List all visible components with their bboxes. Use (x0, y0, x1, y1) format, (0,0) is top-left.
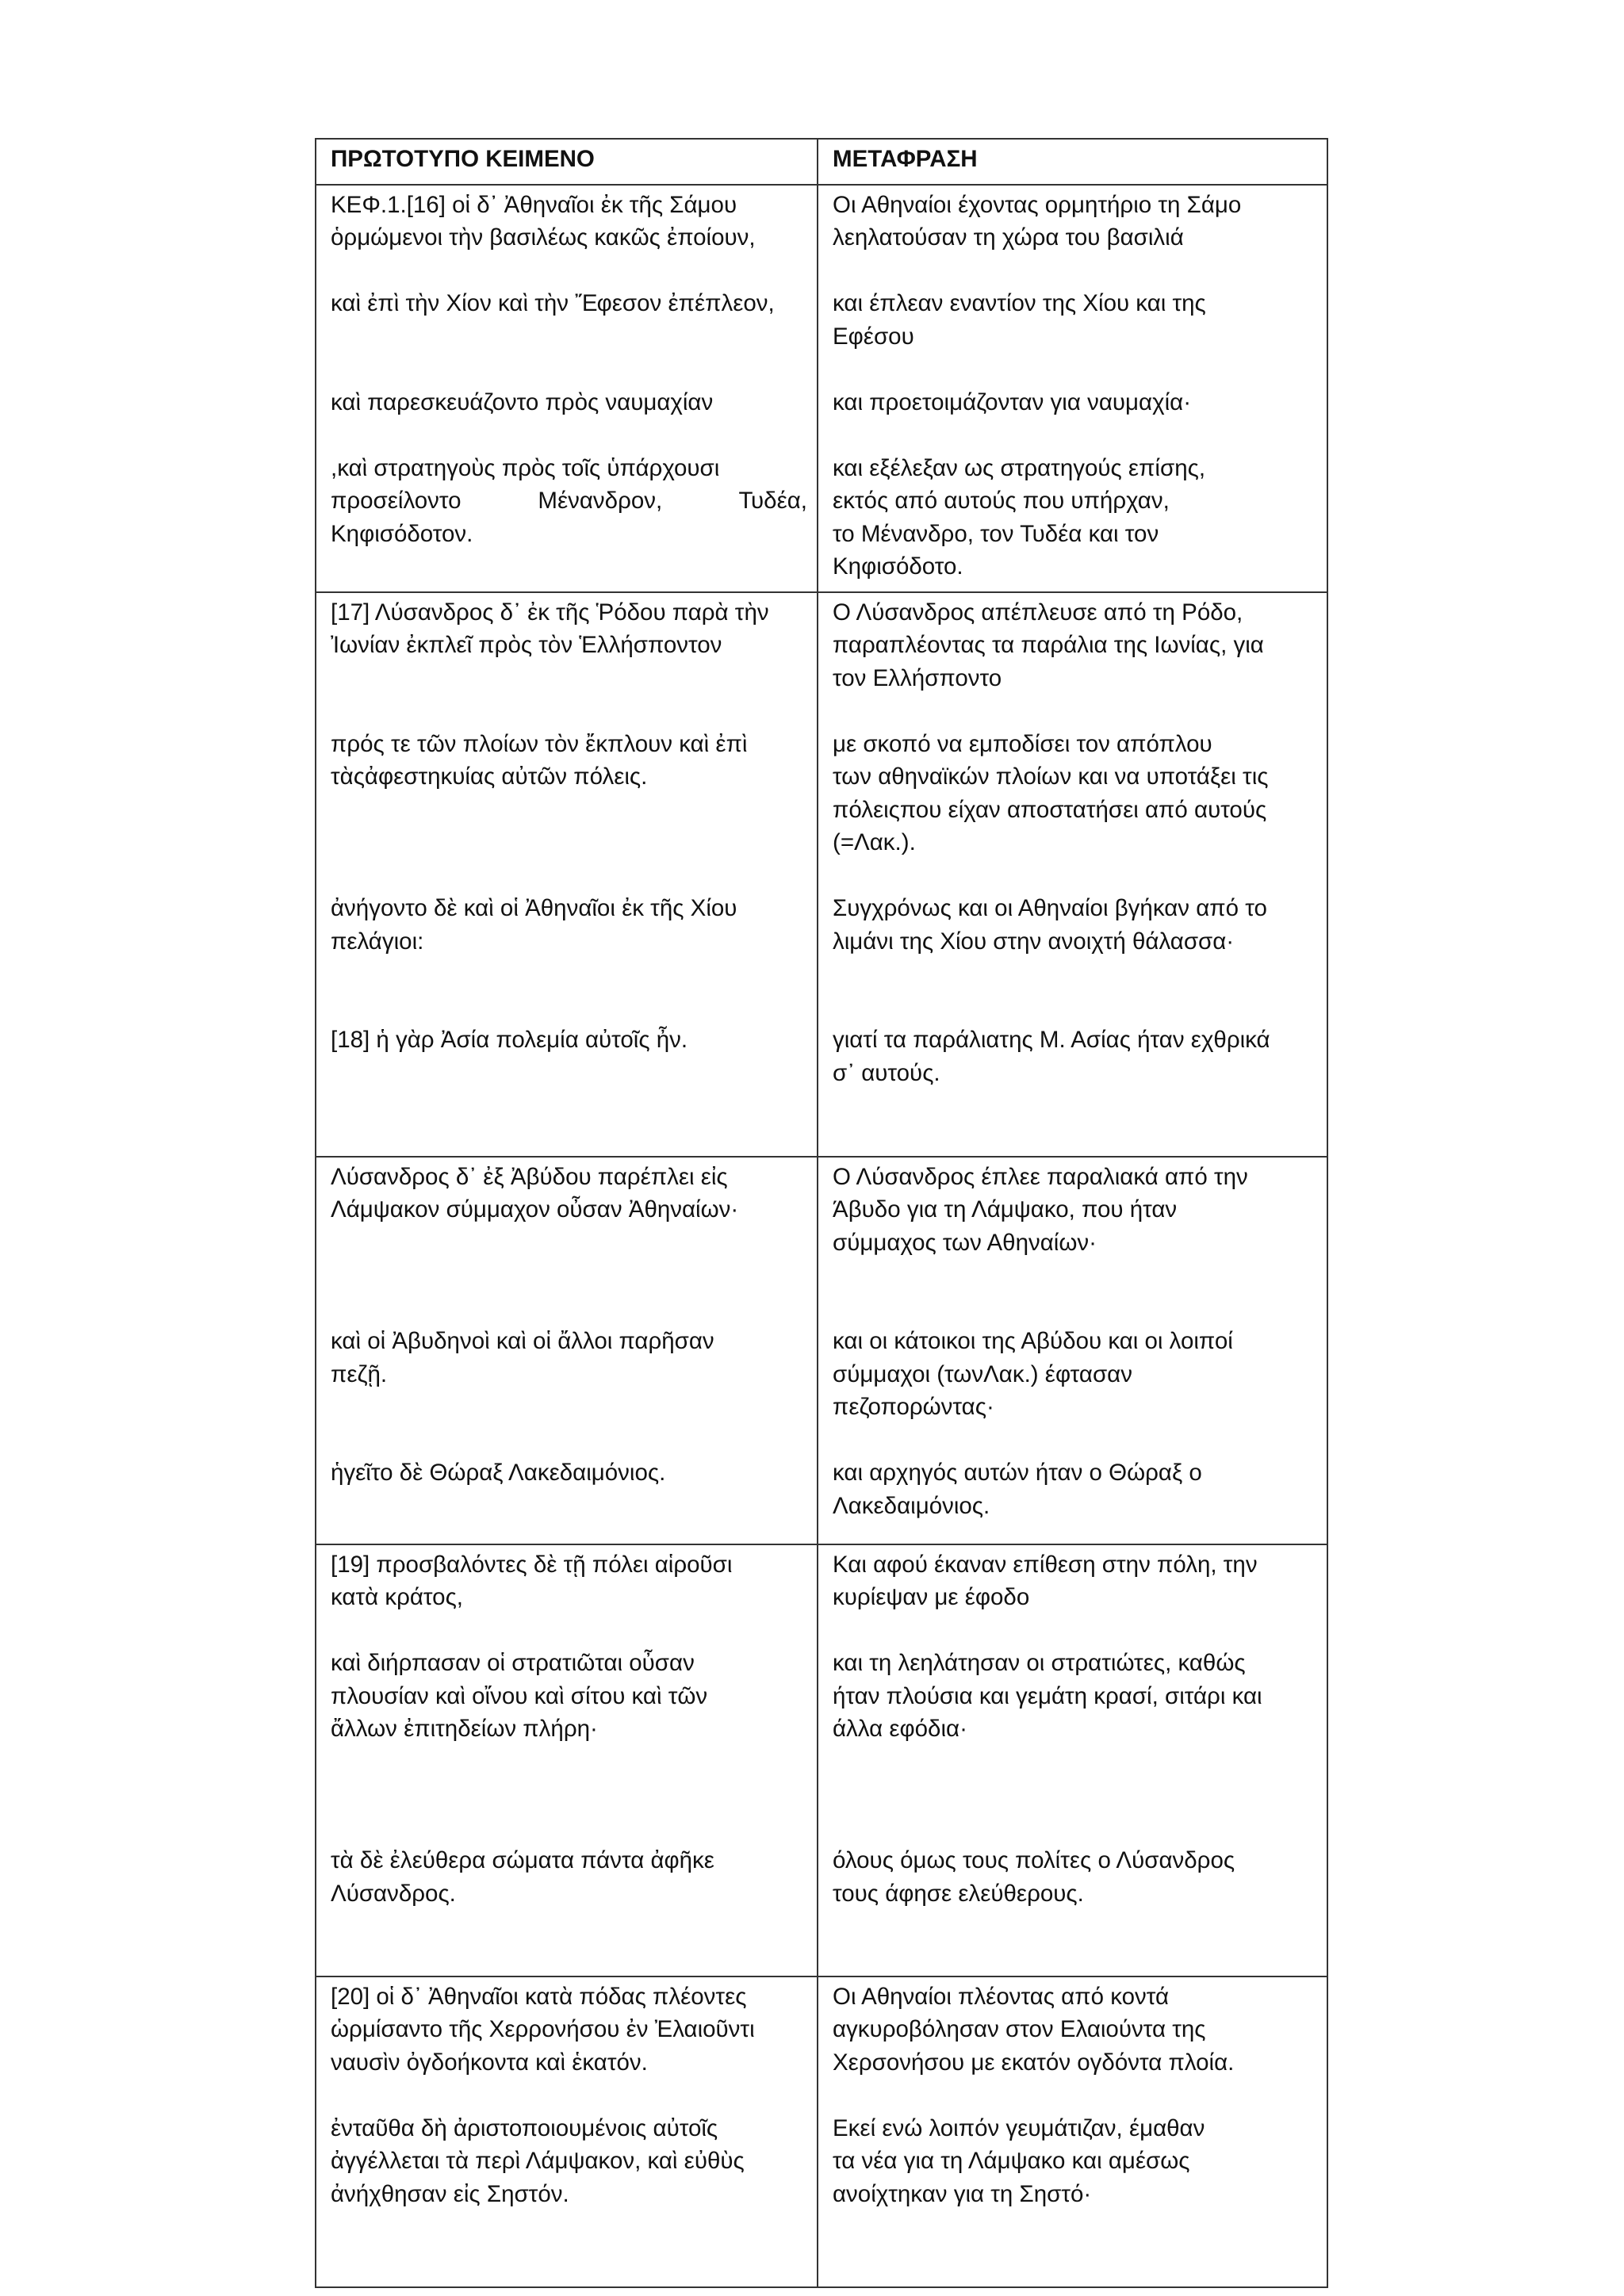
text-segment: τὰ δὲ ἐλεύθερα σώματα πάντα ἀφῆκε Λύσανδρος. (331, 1847, 714, 1907)
text-segment: Κηφισόδοτον. (331, 520, 473, 547)
original-text-cell (316, 1976, 818, 2287)
text-segment: καὶ διήρπασαν οἱ στρατιῶται οὖσαν πλουσίαν καὶ οἴνου καὶ σίτου καὶ τῶν ἄλλων ἐπιτηδείων πλήρη· (331, 1650, 708, 1742)
text-segment: και τη λεηλάτησαν οι στρατιώτες, καθώς ήταν πλούσια και γεμάτη κρασί, σιτάρι και άλλα εφόδια· (833, 1650, 1262, 1742)
original-text-cell (316, 1544, 818, 1976)
text-segment: ἡγεῖτο δὲ Θώραξ Λακεδαιμόνιος. (331, 1460, 666, 1486)
header-translation: ΜΕΤΑΦΡΑΣΗ (818, 139, 1327, 185)
text-segment: ἐνταῦθα δὴ ἀριστοποιουμένοις αὐτοῖς ἀγγέλλεται τὰ περὶ Λάμψακον, καὶ εὐθὺς ἀνήχθησαν εἰς Σηστόν. (331, 2114, 745, 2207)
text-segment: με σκοπό να εμποδίσει τον απόπλου των αθηναϊκών πλοίων και να υποτάξει τις πόλειςπου είχαν αποστατήσει από αυτούς (=Λακ.). (833, 730, 1269, 855)
header-original: ΠΡΩΤΟΤΥΠΟ ΚΕΙΜΕΝΟ (316, 139, 818, 185)
text-segment: Λύσανδρος δ᾽ ἐξ Ἀβύδου παρέπλει εἰς Λάμψακον σύμμαχον οὖσαν Ἀθηναίων· (331, 1163, 739, 1223)
text-segment: Εκεί ενώ λοιπόν γευμάτιζαν, έμαθαν τα νέα για τη Λάμψακο και αμέσως ανοίχτηκαν για τη Σηστό· (833, 2114, 1205, 2207)
passage-row (316, 185, 1327, 592)
text-segment: [20] οἱ δ᾽ Ἀθηναῖοι κατὰ πόδας πλέοντες ὡρμίσαντο τῆς Χερρονήσου ἐν Ἐλαιοῦντι ναυσὶν ὀγδοήκοντα καὶ ἑκατόν. (331, 1983, 755, 2076)
original-text-cell (316, 1157, 818, 1544)
text-segment: [18] ἡ γὰρ Ἀσία πολεμία αὐτοῖς ἦν. (331, 1027, 688, 1053)
text-segment: γιατί τα παράλιατης Μ. Ασίας ήταν εχθρικά σ᾽ αυτούς. (833, 1027, 1270, 1086)
translation-text-cell (818, 185, 1327, 592)
text-segment: και αρχηγός αυτών ήταν ο Θώραξ ο Λακεδαιμόνιος. (833, 1460, 1202, 1519)
text-segment: καὶ οἱ Ἀβυδηνοὶ καὶ οἱ ἄλλοι παρῆσαν πεζῇ. (331, 1328, 714, 1387)
text-segment: Οι Αθηναίοι πλέοντας από κοντά αγκυροβόλησαν στον Ελαιούντα της Χερσονήσου με εκατόν ογδόντα πλοία. (833, 1983, 1235, 2076)
text-segment: ,καὶ στρατηγοὺς πρὸς τοῖς ὑπάρχουσι (331, 454, 720, 481)
text-segment: και προετοιμάζονταν για ναυμαχία· (833, 388, 1192, 415)
text-segment: Συγχρόνως και οι Αθηναίοι βγήκαν από το λιμάνι της Χίου στην ανοιχτή θάλασσα· (833, 895, 1267, 955)
text-segment: και έπλεαν εναντίον της Χίου και της Εφέσου (833, 290, 1206, 350)
translation-text-cell (818, 592, 1327, 1157)
translation-text-cell (818, 1157, 1327, 1544)
text-segment: [19] προσβαλόντες δὲ τῇ πόλει αἱροῦσι κατὰ κράτος, (331, 1551, 733, 1610)
passage-row (316, 1544, 1327, 1976)
text-segment: Ο Λύσανδρος απέπλευσε από τη Ρόδο, παραπλέοντας τα παράλια της Ιωνίας, για τον Ελλήσποντο (833, 599, 1264, 691)
text-segment: ἀνήγοντο δὲ καὶ οἱ Ἀθηναῖοι ἐκ τῆς Χίου πελάγιοι: (331, 895, 737, 955)
text-segment: Ο Λύσανδρος έπλεε παραλιακά από την Άβυδο για τη Λάμψακο, που ήταν σύμμαχος των Αθηναίων· (833, 1163, 1248, 1256)
text-segment: καὶ ἐπὶ τὴν Χίον καὶ τὴν Ἔφεσον ἐπέπλεον, (331, 290, 775, 316)
original-text-cell (316, 185, 818, 592)
original-text-cell (316, 592, 818, 1157)
text-segment: Και αφού έκαναν επίθεση στην πόλη, την κυρίεψαν με έφοδο (833, 1551, 1258, 1610)
text-segment: προσείλοντο Μένανδρον, Τυδέα, (331, 488, 807, 514)
text-segment: καὶ παρεσκευάζοντο πρὸς ναυμαχίαν (331, 388, 714, 415)
text-segment: πρός τε τῶν πλοίων τὸν ἔκπλουν καὶ ἐπὶ τὰςἀφεστηκυίας αὐτῶν πόλεις. (331, 730, 748, 790)
passage-row (316, 1157, 1327, 1544)
header-row (316, 139, 1327, 185)
passage-row (316, 1976, 1327, 2287)
text-segment: [17] Λύσανδρος δ᾽ ἐκ τῆς Ῥόδου παρὰ τὴν Ἰωνίαν ἐκπλεῖ πρὸς τὸν Ἑλλήσποντον (331, 599, 769, 658)
passage-row (316, 592, 1327, 1157)
text-segment: Οι Αθηναίοι έχοντας ορμητήριο τη Σάμο λεηλατούσαν τη χώρα του βασιλιά (833, 191, 1242, 251)
text-segment: ΚΕΦ.1.[16] οἱ δ᾽ Ἀθηναῖοι ἐκ τῆς Σάμου ὁρμώμενοι τὴν βασιλέως κακῶς ἐποίουν, (331, 191, 756, 251)
translation-text-cell (818, 1544, 1327, 1976)
translation-table (315, 138, 1328, 2288)
text-segment: όλους όμως τους πολίτες ο Λύσανδρος τους άφησε ελεύθερους. (833, 1847, 1235, 1907)
text-segment: και εξέλεξαν ως στρατηγούς επίσης, εκτός από αυτούς που υπήρχαν, το Μένανδρο, τον Τυδέα και τον Κηφισόδοτο. (833, 454, 1206, 580)
translation-text-cell (818, 1976, 1327, 2287)
text-segment: και οι κάτοικοι της Αβύδου και οι λοιποί σύμμαχοι (τωνΛακ.) έφτασαν πεζοπορώντας· (833, 1328, 1233, 1420)
